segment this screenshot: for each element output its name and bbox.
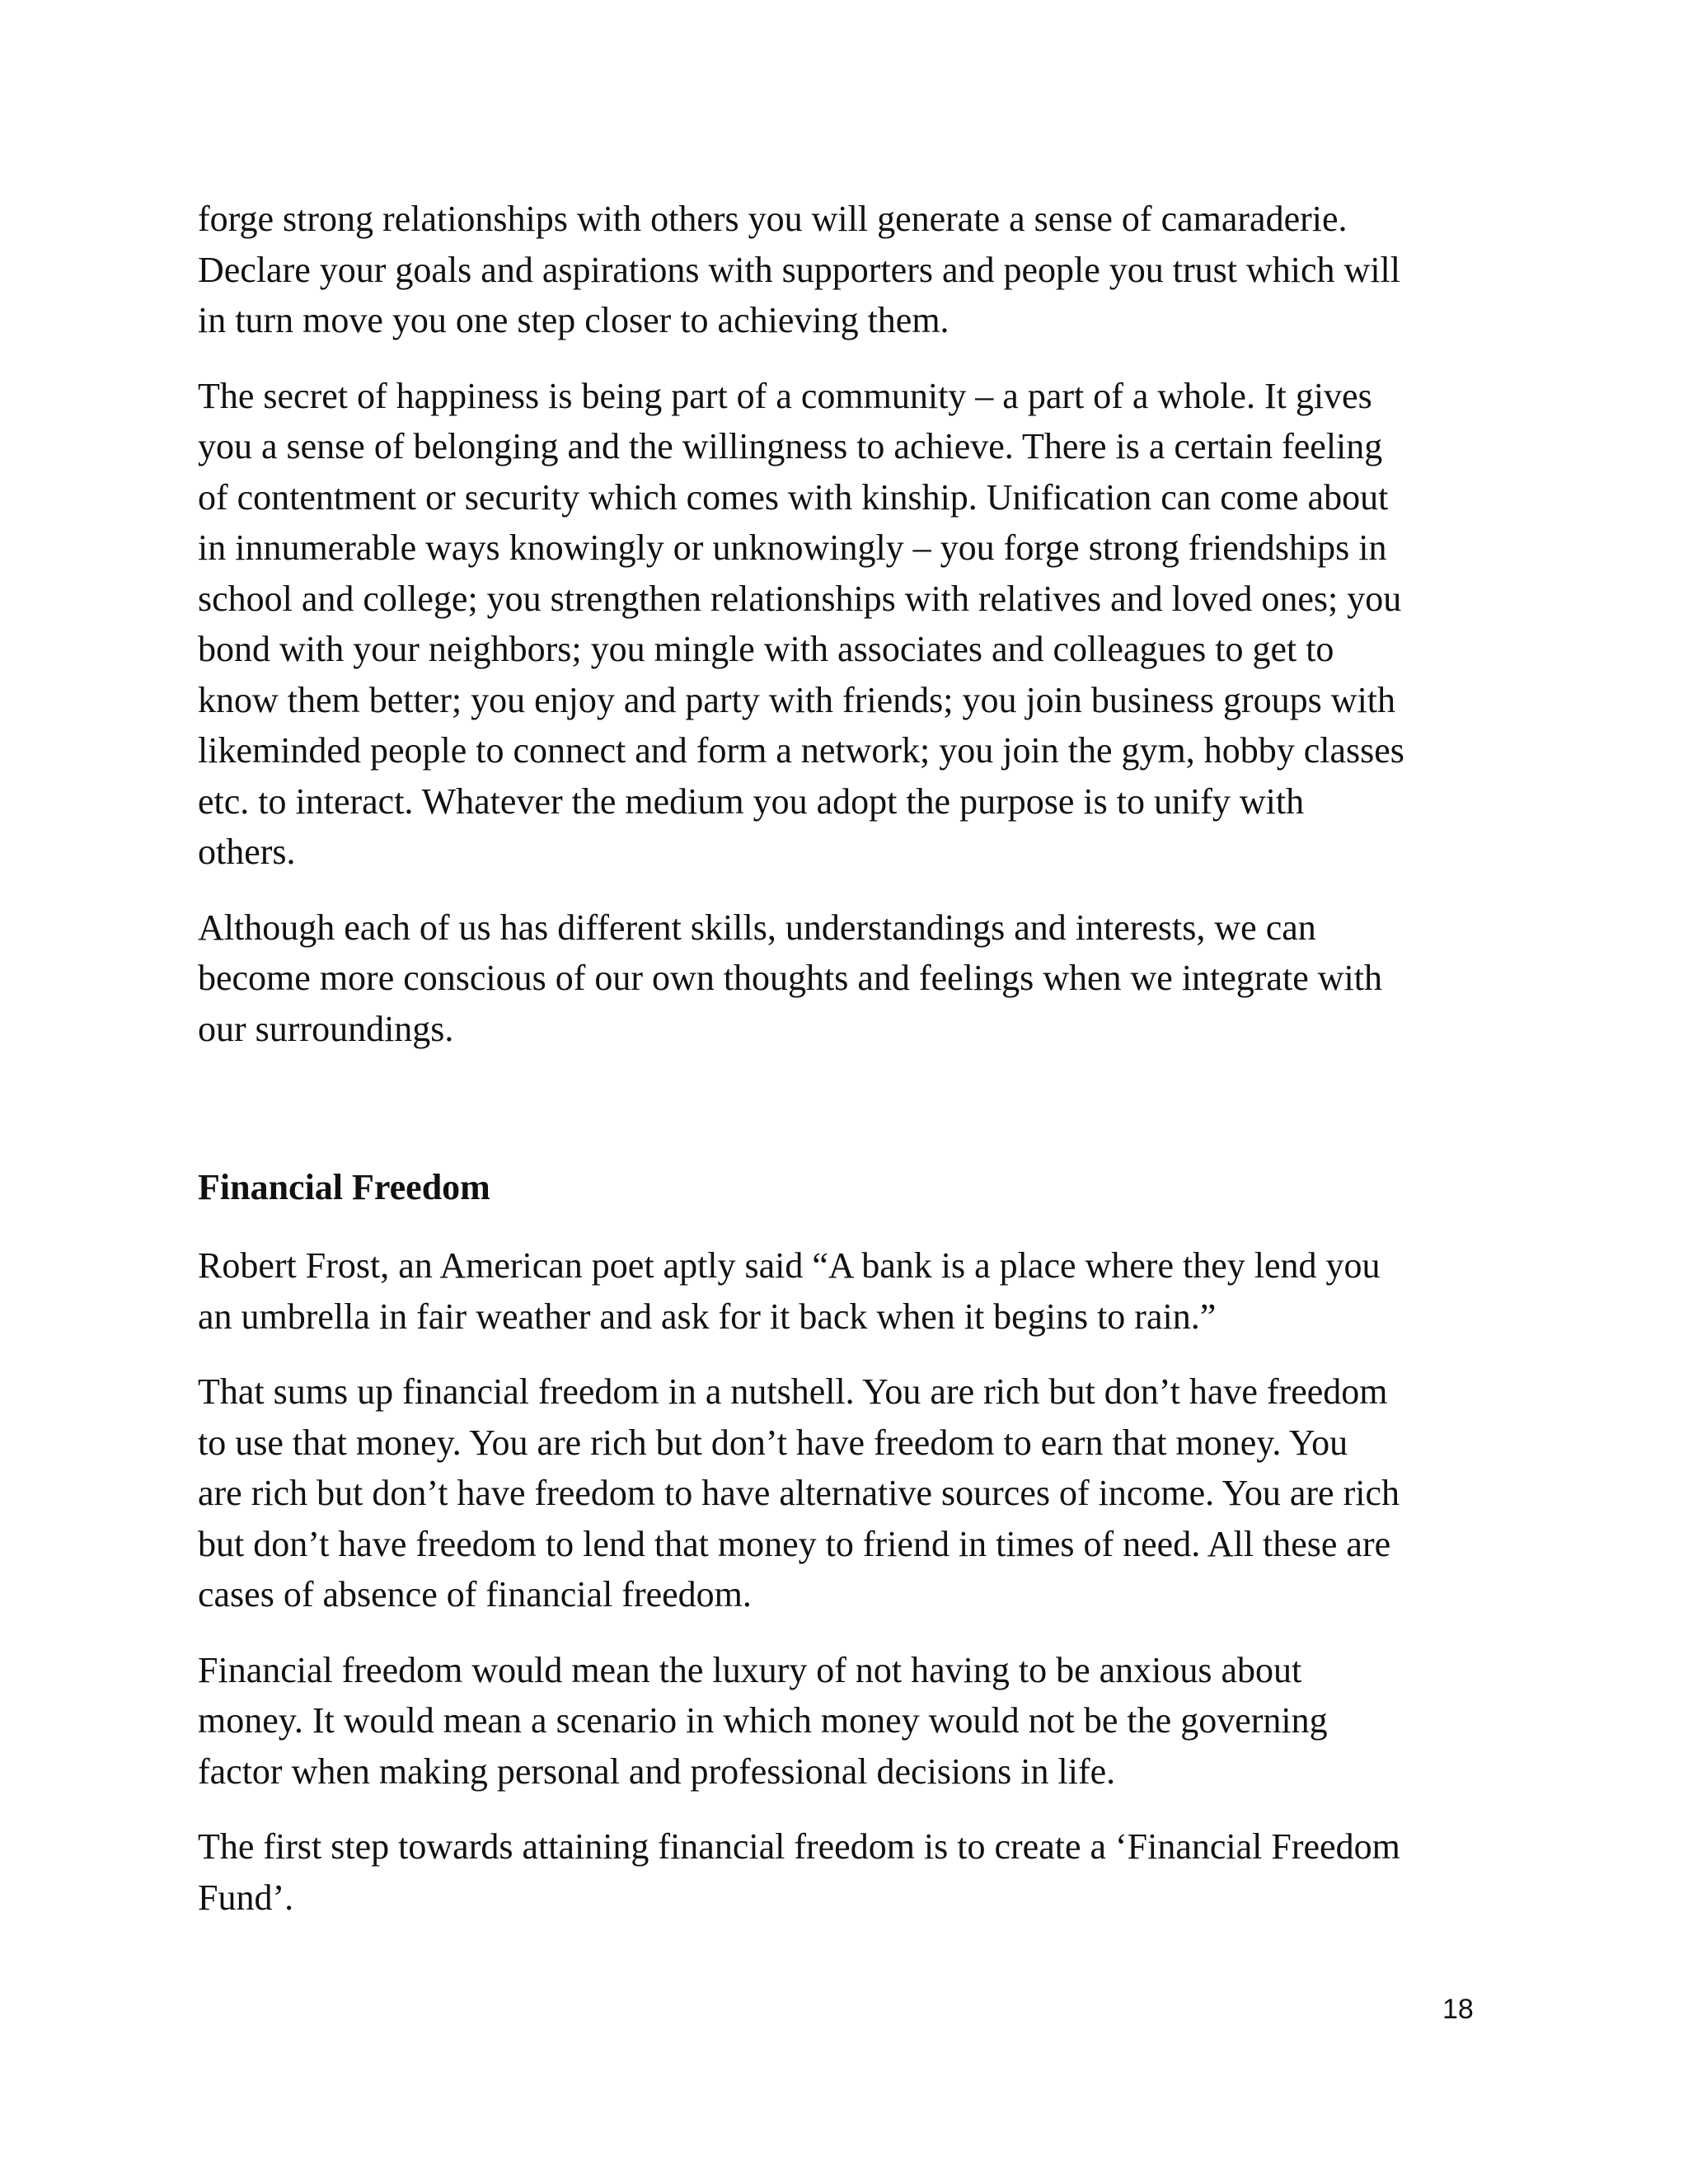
paragraph-nutshell	[198, 1366, 1500, 1620]
text-line: Declare your goals and aspirations with supporters and people you trust which will	[198, 249, 1401, 290]
text-line: forge strong relationships with others you will generate a sense of camaraderie.	[198, 199, 1348, 239]
text-line: The secret of happiness is being part of a community – a part of a whole. It gives	[198, 375, 1372, 416]
text-line: know them better; you enjoy and party with friends; you join business groups with	[198, 679, 1396, 720]
text-line: others.	[198, 832, 296, 872]
text-line: Although each of us has different skills, understandings and interests, we can	[198, 907, 1316, 948]
paragraph-first-step	[198, 1821, 1500, 1923]
text-line: Fund’.	[198, 1877, 294, 1918]
text-line: school and college; you strengthen relationships with relatives and loved ones; you	[198, 578, 1402, 619]
text-line: an umbrella in fair weather and ask for it back when it begins to rain.”	[198, 1296, 1217, 1337]
text-line: you a sense of belonging and the willingness to achieve. There is a certain feeling	[198, 426, 1383, 466]
text-line: The first step towards attaining financial freedom is to create a ‘Financial Freedom	[198, 1826, 1400, 1867]
text-line: but don’t have freedom to lend that money to friend in times of need. All these are	[198, 1523, 1391, 1564]
text-line: are rich but don’t have freedom to have alternative sources of income. You are rich	[198, 1473, 1400, 1513]
text-line: Financial freedom would mean the luxury of not having to be anxious about	[198, 1649, 1302, 1690]
page-number: 18	[1442, 1994, 1474, 2025]
text-line: to use that money. You are rich but don’t have freedom to earn that money. You	[198, 1422, 1348, 1463]
paragraph-community	[198, 371, 1500, 878]
paragraph-luxury	[198, 1645, 1500, 1797]
section-heading: Financial Freedom	[198, 1167, 490, 1207]
text-line: factor when making personal and professional decisions in life.	[198, 1750, 1116, 1792]
text-line: of contentment or security which comes with kinship. Unification can come about	[198, 476, 1389, 518]
paragraph-camaraderie	[198, 194, 1500, 346]
text-line: cases of absence of financial freedom.	[198, 1574, 752, 1615]
text-line: in innumerable ways knowingly or unknowingly – you forge strong friendships in	[198, 527, 1387, 568]
text-line: Robert Frost, an American poet aptly said “A bank is a place where they lend you	[198, 1245, 1381, 1286]
intro-section	[198, 194, 1500, 1079]
financial-freedom-section	[198, 1240, 1500, 1947]
text-line: likeminded people to connect and form a network; you join the gym, hobby classes	[198, 730, 1404, 771]
text-line: bond with your neighbors; you mingle with associates and colleagues to get to	[198, 629, 1334, 669]
paragraph-surroundings	[198, 902, 1500, 1055]
text-line: become more conscious of our own thoughts and feelings when we integrate with	[198, 958, 1382, 998]
text-line: in turn move you one step closer to achieving them.	[198, 300, 950, 340]
text-line: etc. to interact. Whatever the medium you adopt the purpose is to unify with	[198, 780, 1305, 822]
text-line: That sums up financial freedom in a nutshell. You are rich but don’t have freedom	[198, 1371, 1388, 1412]
text-line: money. It would mean a scenario in which money would not be the governing	[198, 1700, 1328, 1741]
paragraph-robert-frost-quote	[198, 1240, 1500, 1342]
text-line: our surroundings.	[198, 1008, 454, 1049]
